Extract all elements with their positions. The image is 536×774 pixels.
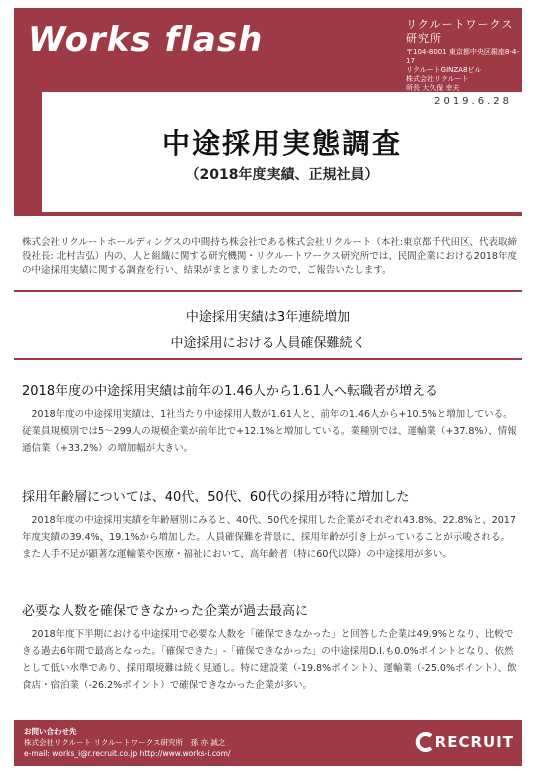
org-line: 株式会社リクルート [406,75,469,83]
section-body: 2018年度下半期における中途採用で必要な人数を「確保できなかった」と回答した企業は49.9%となり、比較できる過去6年間で最高となった。「確保できた」-「確保できなかった」の中途採用D.I.も0.0%ポイントとなり、依然として低い水準であり、採用環境難は続く見通し。特に建設業（-19.8%ポイント）、運輸業（-25.0%ポイント）、飲食店・宿泊業（-26.2%ポイント）で確保できなかった企業が多い。 [22,629,517,691]
org-line: 〒104-8001 東京都中央区銀座8-4-17 [406,48,519,65]
contact-line: 株式会社リクルート リクルートワークス研究所 孫 亦 誠之 [24,738,226,747]
headline-1: 中途採用実績は3年連続増加 [185,310,351,325]
publish-date: 2019.6.28 [434,96,512,107]
header-band [14,8,522,216]
organization-info [406,18,522,93]
page-title: 中途採用実態調査 [161,127,402,160]
recruit-mark-icon [415,732,435,752]
intro-paragraph: 株式会社リクルートホールディングスの中間持ち株会社である株式会社リクルート（本社:東京都千代田区、代表取締役社長: 北村吉弘）内の、人と組織に関する研究機関・リクルートワークス研究所では、民間企業における2018年度の中途採用実績に関する調査を行い、結果がまとまりましたので、ご報告いたします。 [22,237,518,276]
recruit-wordmark: RECRUIT [434,733,514,751]
footer-band [14,720,522,766]
page-subtitle: （2018年度実績、正規社員） [185,167,379,183]
section-title: 採用年齢層については、40代、50代、60代の採用が特に増加した [22,490,410,505]
org-line: 所長 大久保 幸夫 [406,84,460,92]
section-body: 2018年度の中途採用実績は、1社当たり中途採用人数が1.61人と、前年の1.46人から+10.5%と増加している。従業員規模別では5～299人の規模企業が前年比で+12.1%と増加している。業種別では、運輸業（+37.8%）、情報通信業（+33.2%）の増加幅が大きい。 [22,409,517,454]
contact-info [24,726,230,759]
brand-logo: Works flash [28,20,264,60]
section-title: 必要な人数を確保できなかった企業が過去最高に [22,604,309,619]
headline-2: 中途採用における人員確保難続く [170,336,366,351]
title-box [42,92,522,212]
section-title: 2018年度の中途採用実績は前年の1.46人から1.61人へ転職者が増える [22,384,438,399]
contact-line: e-mail: works_i@r.recruit.co.jp http://www.works-i.com/ [24,749,231,758]
org-name: リクルートワークス研究所 [406,18,514,45]
divider [14,358,522,360]
recruit-logo [415,732,514,752]
org-line: リクルートGINZA8ビル [406,66,482,74]
contact-heading: お問い合わせ先 [24,727,77,736]
section-body: 2018年度の中途採用実績を年齢層別にみると、40代、50代を採用した企業がそれぞれ43.8%、22.8%と、2017年度実績の39.4%、19.1%から増加した。人員確保難を背景に、採用年齢が引き上がっていることが示唆される。また人手不足が顕著な運輸業や医療・福祉において、高年齢者（特に60代以降）の中途採用が多い。 [22,515,516,560]
divider [14,290,522,292]
